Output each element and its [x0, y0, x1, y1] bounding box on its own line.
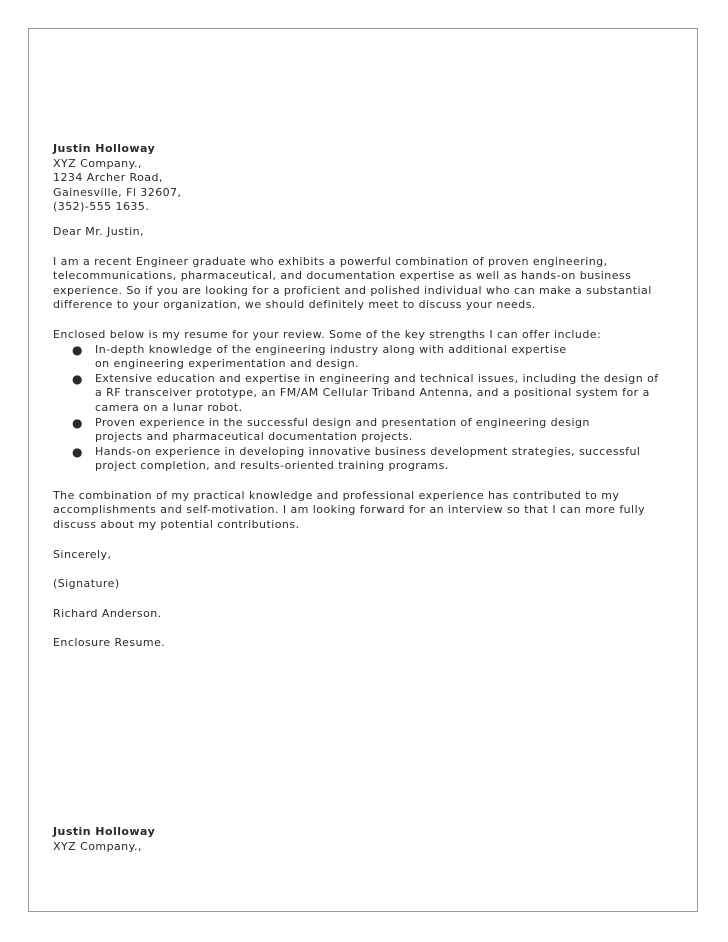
- strength-line: In-depth knowledge of the engineering industry along with additional expertise: [95, 342, 567, 356]
- strength-item: [53, 372, 669, 416]
- strength-line: Proven experience in the successful design and presentation of engineering design: [95, 415, 590, 429]
- bullet-icon: ●: [72, 444, 83, 459]
- footer-address-block: [53, 825, 155, 854]
- strengths-list: [53, 343, 669, 474]
- sender-city: Gainesville, Fl 32607,: [53, 185, 182, 199]
- strength-line: Hands-on experience in developing innovative business development strategies, successful: [95, 444, 641, 458]
- sender-name: Justin Holloway: [53, 142, 156, 155]
- strength-item: [53, 445, 669, 474]
- strength-line: camera on a lunar robot.: [95, 400, 243, 414]
- strength-line: a RF transceiver prototype, an FM/AM Cellular Triband Antenna, and a positional system for a: [95, 386, 650, 400]
- closing-paragraph: The combination of my practical knowledge and professional experience has contributed to my accomplishments and self-motivation. I am looking forward for an interview so that I can more fully discuss about my potential contributions.: [53, 488, 646, 532]
- salutation: Dear Mr. Justin,: [53, 224, 144, 238]
- footer-name: Justin Holloway: [53, 825, 156, 838]
- strength-line: Extensive education and expertise in engineering and technical issues, including the design of: [95, 371, 659, 385]
- strength-item: [53, 343, 669, 372]
- sender-street: 1234 Archer Road,: [53, 171, 163, 185]
- intro-paragraph: I am a recent Engineer graduate who exhibits a powerful combination of proven engineering, telecommunications, pharmaceutical, and documentation expertise as well as hands-on business experience. So if you are looking for a proficient and polished individual who can make a substantial difference to your organization, we should definitely meet to discuss your needs.: [53, 254, 652, 312]
- sign-off: Sincerely,: [53, 547, 112, 561]
- sender-company: XYZ Company.,: [53, 156, 142, 170]
- strength-item: [53, 416, 669, 445]
- strength-line: project completion, and results-oriented training programs.: [95, 459, 449, 473]
- bullet-icon: ●: [72, 371, 83, 386]
- sender-phone: (352)-555 1635.: [53, 200, 150, 214]
- strength-line: projects and pharmaceutical documentation projects.: [95, 430, 413, 444]
- sender-address-block: [53, 142, 669, 215]
- enclosure-note: Enclosure Resume.: [53, 636, 166, 650]
- letter-body: [53, 142, 669, 651]
- footer-company: XYZ Company.,: [53, 839, 142, 853]
- bullet-icon: ●: [72, 415, 83, 430]
- enclosed-intro-paragraph: Enclosed below is my resume for your review. Some of the key strengths I can offer include:: [53, 327, 602, 341]
- letter-page: [28, 28, 698, 912]
- signer-name: Richard Anderson.: [53, 606, 162, 620]
- signature: (Signature): [53, 577, 120, 591]
- bullet-icon: ●: [72, 342, 83, 357]
- strength-line: on engineering experimentation and design.: [95, 357, 360, 371]
